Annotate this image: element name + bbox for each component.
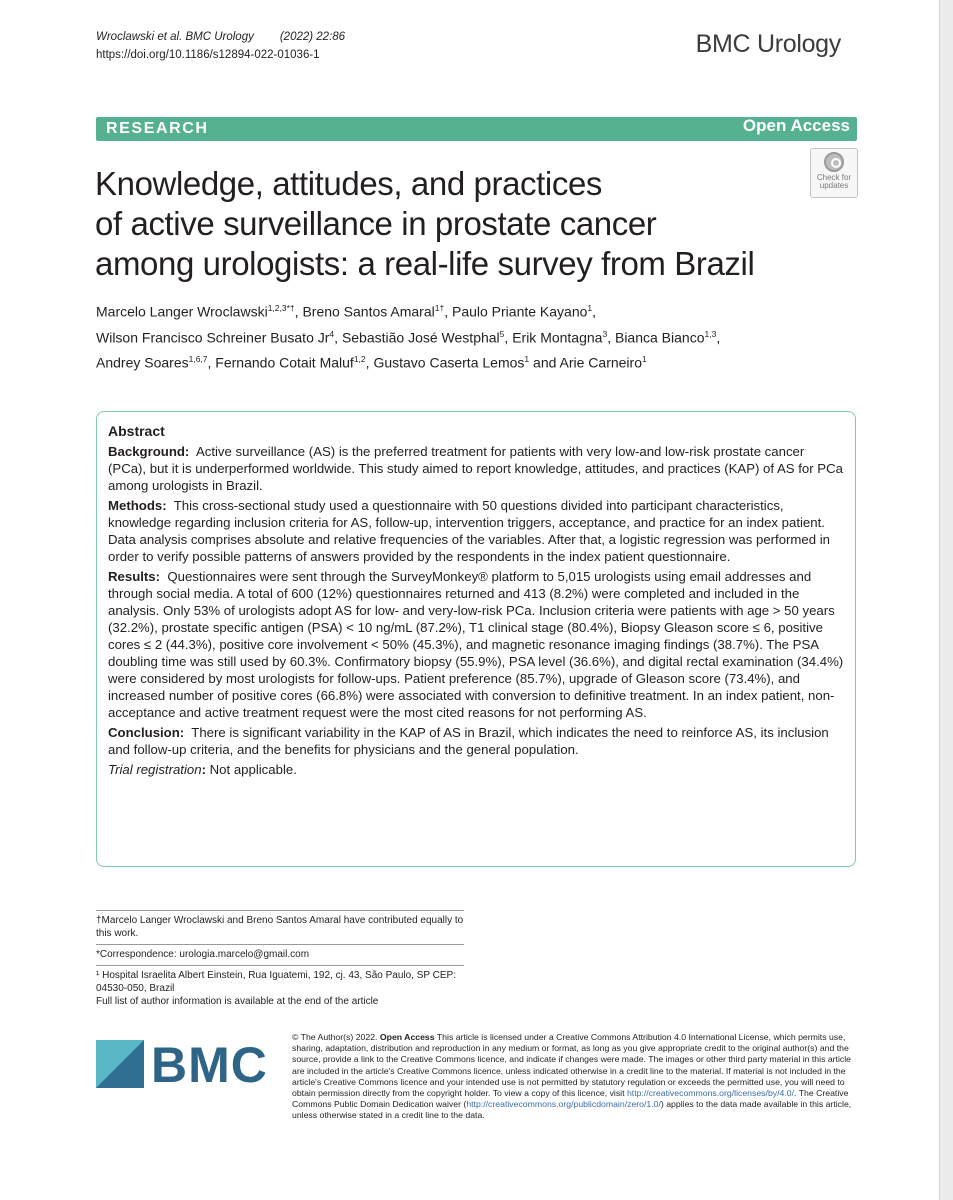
author-name[interactable]: Erik Montagna [512, 329, 603, 346]
article-title [95, 164, 795, 284]
trial-label: Trial registration [108, 762, 202, 777]
citation-authors: Wroclawski et al. BMC Urology [96, 31, 254, 43]
abstract-background [108, 443, 845, 494]
author-affiliation: 1 [642, 354, 647, 365]
results-label: Results: [108, 569, 161, 584]
footnote-contribution: †Marcelo Langer Wroclawski and Breno Santos Amaral have contributed equally to this work. [96, 915, 464, 939]
section-label: RESEARCH [106, 120, 209, 137]
journal-name: BMC Urology [695, 30, 841, 58]
public-domain-link[interactable]: http://creativecommons.org/publicdomain/zero/1.0/ [466, 1099, 661, 1110]
license-body: This article is licensed under a Creative Commons Attribution 4.0 International License, which permits use, sharing, adaptation, distribution and reproduction in any medium or format, as long as you give appropriate credit to the original author(s) and the source, provide a link to the Creative Commons licence, and indicate if changes were made. The images or other third party material in this article are included in the article's Creative Commons licence, unless indicated otherwise in a credit line to the material. If material is not included in the article's Creative Commons licence and your intended use is not permitted by statutory regulation or exceeds the permitted use, you will need to obtain permission directly from the copyright holder. To view a copy of this licence, visit [292, 1032, 852, 1099]
abstract-heading: Abstract [108, 423, 165, 439]
author-affiliation: 1 [524, 354, 530, 365]
background-text: Active surveillance (AS) is the preferred treatment for patients with very low-and low-risk prostate cancer (PCa), but it is underperformed worldwide. This study aimed to report knowledge, attitudes, and practices (KAP) of AS for PCa among urologists in Brazil. [108, 444, 843, 493]
section-band [96, 117, 857, 141]
author-name[interactable]: Fernando Cotait Maluf [215, 354, 354, 371]
author-line: Wilson Francisco Schreiner Busato Jr$^4$, Sebastião José Westphal$^5$, Erik Montagna$^3$, Bianca Bianco$^{1,3}$, [96, 328, 721, 346]
open-access-label: Open Access [742, 116, 850, 135]
author-affiliation: 1,2,3*† [267, 303, 295, 313]
check-for-updates-line2: updates [819, 181, 849, 190]
abstract-results [108, 568, 845, 721]
footnote-full-list: Full list of author information is available at the end of the article [96, 996, 379, 1007]
author-line: Marcelo Langer Wroclawski$^{1,2,3*\dagger}$, Breno Santos Amaral$^{1\dagger}$, Paulo Priante Kayano$^1$, [96, 303, 597, 320]
trial-text: Not applicable. [205, 762, 297, 777]
abstract-methods [108, 497, 845, 565]
footnote-correspondence[interactable]: *Correspondence: urologia.marcelo@gmail.com [96, 949, 310, 960]
footnotes [96, 910, 464, 1012]
title-line: among urologists: a real-life survey from Brazil [95, 245, 755, 282]
results-text: Questionnaires were sent through the SurveyMonkey® platform to 5,015 urologists using email addresses and through social media. A total of 600 (12%) questionnaires returned and 413 (8.2%) were completed and included in the analysis. Only 53% of urologists adopt AS for low- and very-low-risk PCa. Inclusion criteria were patients with age > 50 years (32.2%), prostate specific antigen (PSA) < 10 ng/mL (87.2%), T1 clinical stage (80.4%), Biopsy Gleason score ≤ 6, positive cores ≤ 2 (44.3%), positive core involvement < 50% (45.3%), and magnetic resonance imaging findings (38.7%). The PSA doubling time was still used by 60.3%. Confirmatory biopsy (55.9%), PSA level (36.6%), and digital rectal examination (34.4%) were considered by most urologists for follow-ups. Patient preference (85.7%), upgrade of Gleason score (73.4%), and increased number of positive cores (66.8%) were associated with conversion to definitive treatment. In an index patient, non-acceptance and active treatment request were the most cited reasons for not performing AS. [108, 569, 844, 720]
author-affiliation: 5 [499, 328, 505, 339]
author-name[interactable]: Marcelo Langer Wroclawski [96, 303, 268, 320]
conclusion-text: There is significant variability in the KAP of AS in Brazil, which indicates the need to reinforce AS, its inclusion and follow-up criteria, and the benefits for physicians and the general population. [108, 725, 829, 757]
author-affiliation: 1,2 [353, 354, 366, 365]
title-line: of active surveillance in prostate cancer [95, 205, 657, 242]
author-name[interactable]: Wilson Francisco Schreiner Busato Jr [96, 329, 330, 346]
abstract-conclusion [108, 724, 845, 758]
bmc-logo-text: BMC [151, 1037, 268, 1093]
author-affiliation: 1† [434, 303, 445, 313]
author-affiliation: 1 [587, 303, 593, 313]
page-edge [940, 0, 953, 1200]
author-name[interactable]: Sebastião José Westphal [341, 329, 500, 346]
author-list [96, 297, 796, 374]
check-for-updates-button[interactable] [810, 148, 858, 198]
author-name[interactable]: Arie Carneiro [559, 354, 642, 371]
methods-text: This cross-sectional study used a questionnaire with 50 questions divided into participant characteristics, knowledge regarding inclusion criteria for AS, follow-up, intervention triggers, acceptance, and practice for an index patient. Data analysis comprises absolute and relative frequencies of the variables. After that, a logistic regression was performed in order to verify possible patterns of answers provided by the respondents in the index patient questionnaire. [108, 498, 831, 564]
license-prefix: © The Author(s) 2022. [292, 1032, 378, 1042]
author-name[interactable]: Andrey Soares [96, 354, 189, 371]
author-name[interactable]: Bianca Bianco [614, 329, 705, 346]
bmc-logo-icon [96, 1037, 268, 1093]
author-name[interactable]: Breno Santos Amaral [302, 303, 435, 320]
citation-header [96, 28, 345, 64]
license-text: © The Author(s) 2022. Open Access This article is licensed under a Creative Commons Attribution 4.0 International License, which permits use, sharing, adaptation, distribution and reproduction in any medium or format, as long as you give appropriate credit to the original author(s) and the source, provide a link to the Creative Commons licence, and indicate if changes were made. The images or other third party material in this article are included in the article's Creative Commons licence, unless indicated otherwise in a credit line to the material. If material is not included in the article's Creative Commons licence and your intended use is not permitted by statutory regulation or exceeds the permitted use, you will need to obtain permission directly from the copyright holder. To view a copy of this licence, visit http://creativecommons.org/licenses/by/4.0/. The Creative Commons Public Domain Dedication waiver (http://creativecommons.org/publicdomain/zero/1.0/) applies to the data made available in this article, unless otherwise stated in a credit line to the data. [292, 1032, 852, 1121]
check-for-updates-icon [824, 152, 844, 172]
doi-link[interactable]: https://doi.org/10.1186/s12894-022-01036-1 [96, 49, 320, 61]
conclusion-label: Conclusion: [108, 725, 185, 740]
background-label: Background: [108, 444, 190, 459]
title-line: Knowledge, attitudes, and practices [95, 165, 602, 202]
author-affiliation: 3 [602, 328, 608, 339]
license-open-access: Open Access [379, 1032, 435, 1042]
author-name[interactable]: Gustavo Caserta Lemos [373, 354, 525, 371]
check-for-updates-line1: Check for [816, 173, 852, 182]
abstract-trial: Trial registration: Not applicable. [108, 762, 297, 777]
author-affiliation: 1,6,7 [188, 354, 208, 365]
author-affiliation: 1,3 [704, 328, 717, 339]
author-line: Andrey Soares$^{1,6,7}$, Fernando Cotait Maluf$^{1,2}$, Gustavo Caserta Lemos$^1$ and Arie Carneiro$^1$ [96, 354, 647, 371]
license-link[interactable]: http://creativecommons.org/licenses/by/4.0/ [626, 1088, 795, 1099]
abstract-box [96, 411, 856, 867]
author-name[interactable]: Paulo Priante Kayano [451, 303, 588, 320]
citation-year: (2022) 22:86 [279, 31, 346, 43]
author-affiliation: 4 [329, 328, 335, 339]
methods-label: Methods: [108, 498, 167, 513]
footnote-affiliation: ¹ Hospital Israelita Albert Einstein, Rua Iguatemi, 192, cj. 43, São Paulo, SP CEP: 04530-050, Brazil Full list of author information is available at the end of the article [96, 966, 464, 1012]
